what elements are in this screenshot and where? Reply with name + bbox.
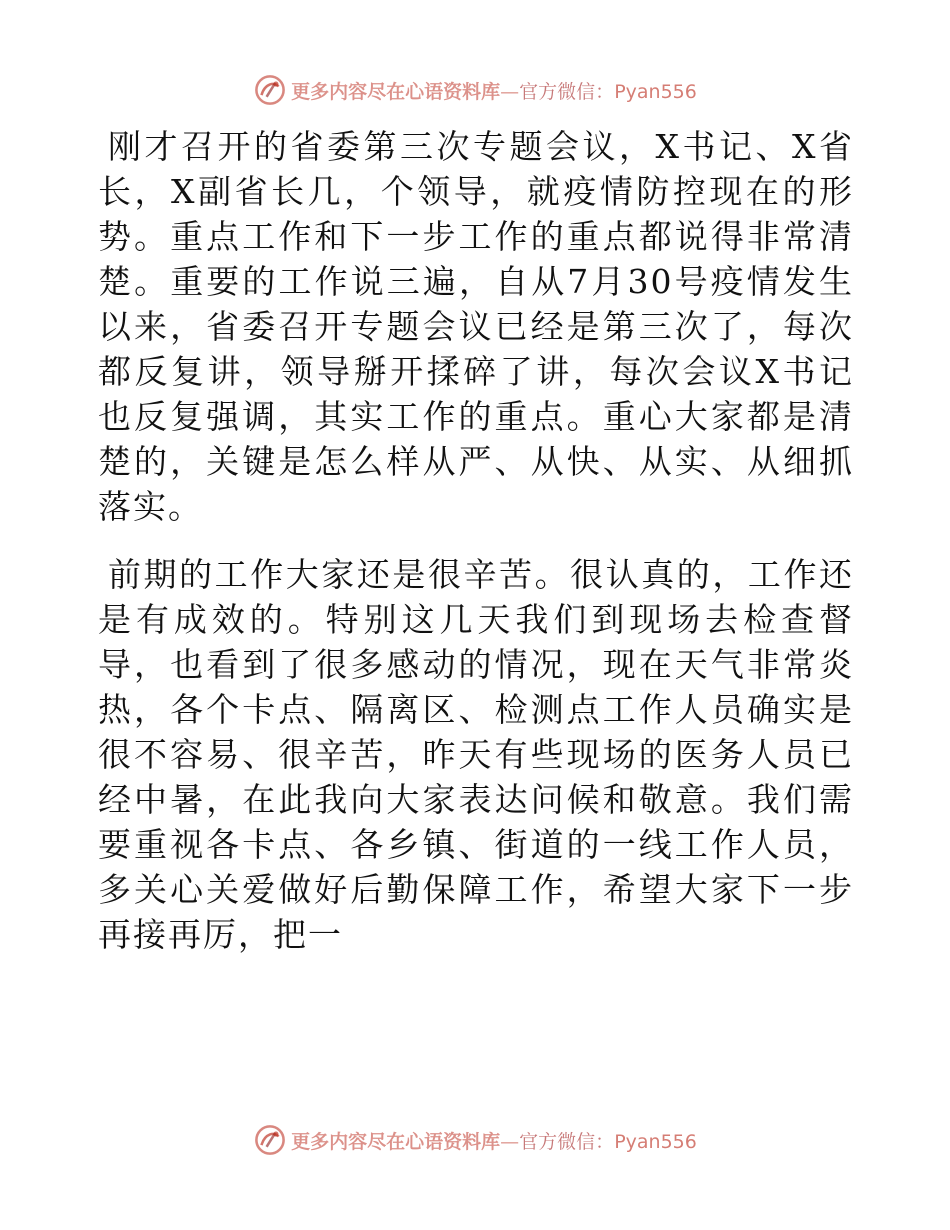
watermark-label: 官方微信： xyxy=(519,80,615,103)
watermark-separator: — xyxy=(500,80,520,103)
footer-watermark xyxy=(0,1120,950,1160)
paragraph-1: 刚才召开的省委第三次专题会议，X书记、X省长，X副省长几，个领导，就疫情防控现在的形势。重点工作和下一步工作的重点都说得非常清楚。重要的工作说三遍，自从7月30号疫情发生以来，省委召开专题会议已经是第三次了，每次都反复讲，领导掰开揉碎了讲，每次会议X书记也反复强调，其实工作的重点。重心大家都是清楚的，关键是怎么样从严、从快、从实、从细抓落实。 xyxy=(98,127,854,526)
watermark-text xyxy=(291,1127,697,1154)
watermark-label: 官方微信： xyxy=(519,1130,615,1153)
document-body xyxy=(98,124,854,966)
watermark-handle: Pyan556 xyxy=(614,1130,697,1153)
watermark-text xyxy=(291,77,697,104)
watermark-separator: — xyxy=(500,1130,520,1153)
watermark-brand: 更多内容尽在心语资料库 xyxy=(291,80,501,103)
red-seal-logo-icon xyxy=(253,73,287,107)
red-seal-logo-icon xyxy=(253,1123,287,1157)
watermark-brand: 更多内容尽在心语资料库 xyxy=(291,1130,501,1153)
paragraph-2: 前期的工作大家还是很辛苦。很认真的，工作还是有成效的。特别这几天我们到现场去检查督导，也看到了很多感动的情况，现在天气非常炎热，各个卡点、隔离区、检测点工作人员确实是很不容易、很辛苦，昨天有些现场的医务人员已经中暑，在此我向大家表达问候和敬意。我们需要重视各卡点、各乡镇、街道的一线工作人员，多关心关爱做好后勤保障工作，希望大家下一步再接再厉，把一 xyxy=(98,555,854,954)
watermark-handle: Pyan556 xyxy=(614,80,697,103)
header-watermark xyxy=(0,70,950,110)
